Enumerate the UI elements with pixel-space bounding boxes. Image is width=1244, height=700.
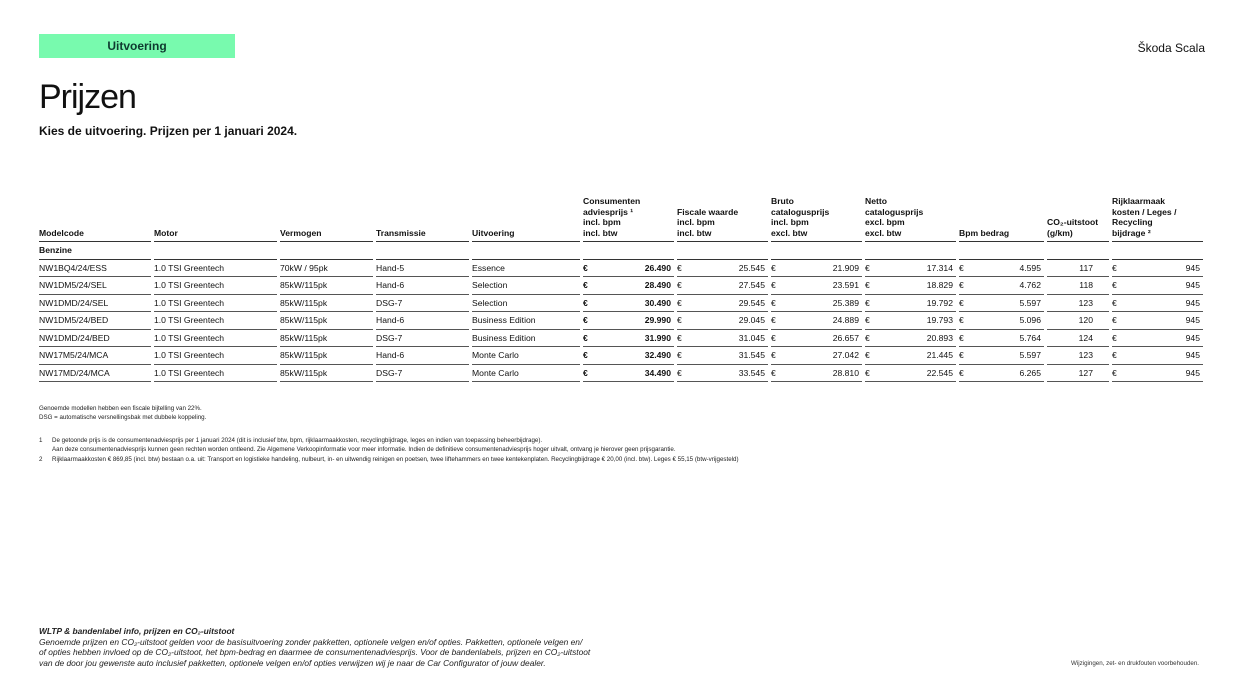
currency-symbol: €: [959, 280, 964, 291]
price-value: 28.490: [644, 280, 671, 291]
footnote: Aan deze consumentenadviesprijs kunnen geen rechten worden ontleend. Zie Algemene Verkoopinformatie voor meer informatie. Indien de definitieve consumentenadviesprijs hoger uitvalt, ontvang je hierover geen prijsgarantie.: [52, 446, 676, 454]
cell-transmissie: Hand-6: [376, 277, 469, 295]
cell-vermogen: 70kW / 95pk: [280, 260, 373, 278]
price-value: 5.597: [1019, 350, 1041, 361]
currency-symbol: €: [771, 332, 776, 343]
currency-symbol: €: [771, 315, 776, 326]
col-uitvoering: Uitvoering: [472, 196, 580, 242]
cell-consumentenadviesprijs: [583, 347, 674, 365]
cell-co2-uitstoot: 118: [1047, 277, 1109, 295]
currency-symbol: €: [865, 297, 870, 308]
note-dsg: DSG = automatische versnellingsbak met dubbele koppeling.: [39, 413, 207, 421]
price-value: 33.545: [738, 367, 765, 378]
cell-fiscale-waarde: [677, 295, 768, 313]
cell-motor: 1.0 TSI Greentech: [154, 347, 277, 365]
wltp-line: van de door jou gewenste auto inclusief pakketten, optionele velgen en/of opties verwijzen wij je naar de Car Configurator of jouw dealer.: [39, 657, 546, 668]
currency-symbol: €: [771, 297, 776, 308]
price-value: 25.545: [738, 262, 765, 273]
price-value: 23.591: [832, 280, 859, 291]
price-value: 18.829: [926, 280, 953, 291]
currency-symbol: €: [583, 350, 588, 361]
cell-motor: 1.0 TSI Greentech: [154, 312, 277, 330]
price-value: 29.045: [738, 315, 765, 326]
currency-symbol: €: [771, 280, 776, 291]
cell-modelcode: NW1DMD/24/BED: [39, 330, 151, 348]
cell-transmissie: DSG-7: [376, 330, 469, 348]
table-row: [39, 260, 1203, 278]
cell-netto-catalogusprijs: [865, 295, 956, 313]
disclaimer: Wijzigingen, zet- en drukfouten voorbehouden.: [1071, 660, 1199, 667]
cell-uitvoering: Monte Carlo: [472, 347, 580, 365]
cell-motor: 1.0 TSI Greentech: [154, 365, 277, 383]
cell-bpm-bedrag: [959, 330, 1044, 348]
price-value: 29.545: [738, 297, 765, 308]
cell-transmissie: DSG-7: [376, 365, 469, 383]
cell-bruto-catalogusprijs: [771, 347, 862, 365]
currency-symbol: €: [1112, 280, 1117, 291]
cell-bpm-bedrag: [959, 260, 1044, 278]
price-value: 26.657: [832, 332, 859, 343]
cell-motor: 1.0 TSI Greentech: [154, 295, 277, 313]
col-modelcode: Modelcode: [39, 196, 151, 242]
cell-transmissie: Hand-6: [376, 347, 469, 365]
currency-symbol: €: [677, 367, 682, 378]
cell-rijklaarmaakkosten: [1112, 347, 1203, 365]
col-vermogen: Vermogen: [280, 196, 373, 242]
price-value: 27.545: [738, 280, 765, 291]
currency-symbol: €: [1112, 367, 1117, 378]
cell-fiscale-waarde: [677, 330, 768, 348]
currency-symbol: €: [865, 332, 870, 343]
cell-netto-catalogusprijs: [865, 347, 956, 365]
notes: [39, 405, 206, 422]
currency-symbol: €: [959, 350, 964, 361]
price-value: 29.990: [644, 315, 671, 326]
price-value: 5.096: [1019, 315, 1041, 326]
price-value: 21.445: [926, 350, 953, 361]
cell-motor: 1.0 TSI Greentech: [154, 330, 277, 348]
currency-symbol: €: [1112, 262, 1117, 273]
cell-bruto-catalogusprijs: [771, 295, 862, 313]
cell-bruto-catalogusprijs: [771, 312, 862, 330]
price-value: 27.042: [832, 350, 859, 361]
currency-symbol: €: [771, 350, 776, 361]
currency-symbol: €: [583, 315, 588, 326]
price-value: 32.490: [644, 350, 671, 361]
table-body: [39, 242, 1203, 382]
price-value: 5.597: [1019, 297, 1041, 308]
page-subtitle: Kies de uitvoering. Prijzen per 1 januari 2024.: [39, 124, 298, 138]
cell-motor: 1.0 TSI Greentech: [154, 277, 277, 295]
cell-uitvoering: Selection: [472, 295, 580, 313]
price-value: 25.389: [832, 297, 859, 308]
col-netto-catalogusprijs: Netto catalogusprijs excl. bpm excl. btw: [865, 196, 956, 242]
cell-consumentenadviesprijs: [583, 365, 674, 383]
price-value: 945: [1185, 332, 1200, 343]
cell-motor: 1.0 TSI Greentech: [154, 260, 277, 278]
price-value: 28.810: [832, 367, 859, 378]
cell-consumentenadviesprijs: [583, 312, 674, 330]
brand-name: Škoda Scala: [1137, 41, 1205, 55]
price-value: 5.764: [1019, 332, 1041, 343]
cell-consumentenadviesprijs: [583, 295, 674, 313]
cell-co2-uitstoot: 124: [1047, 330, 1109, 348]
wltp-info: [39, 626, 639, 668]
price-value: 945: [1185, 315, 1200, 326]
currency-symbol: €: [959, 332, 964, 343]
currency-symbol: €: [677, 297, 682, 308]
price-value: 945: [1185, 280, 1200, 291]
currency-symbol: €: [1112, 297, 1117, 308]
cell-vermogen: 85kW/115pk: [280, 277, 373, 295]
col-fiscale-waarde: Fiscale waarde incl. bpm incl. btw: [677, 196, 768, 242]
cell-vermogen: 85kW/115pk: [280, 347, 373, 365]
cell-uitvoering: Selection: [472, 277, 580, 295]
cell-transmissie: Hand-6: [376, 312, 469, 330]
group-row: [39, 242, 1203, 260]
cell-modelcode: NW17M5/24/MCA: [39, 347, 151, 365]
currency-symbol: €: [677, 262, 682, 273]
cell-bruto-catalogusprijs: [771, 330, 862, 348]
table-header-row: [39, 196, 1203, 242]
price-value: 31.545: [738, 350, 765, 361]
cell-consumentenadviesprijs: [583, 277, 674, 295]
cell-modelcode: NW1DM5/24/SEL: [39, 277, 151, 295]
price-value: 4.762: [1019, 280, 1041, 291]
note-bijtelling: Genoemde modellen hebben een fiscale bijtelling van 22%.: [39, 405, 202, 412]
currency-symbol: €: [583, 280, 588, 291]
currency-symbol: €: [1112, 332, 1117, 343]
currency-symbol: €: [771, 367, 776, 378]
cell-fiscale-waarde: [677, 347, 768, 365]
cell-transmissie: DSG-7: [376, 295, 469, 313]
cell-rijklaarmaakkosten: [1112, 260, 1203, 278]
col-bpm-bedrag: Bpm bedrag: [959, 196, 1044, 242]
cell-vermogen: 85kW/115pk: [280, 312, 373, 330]
cell-modelcode: NW1DM5/24/BED: [39, 312, 151, 330]
cell-bpm-bedrag: [959, 365, 1044, 383]
table-row: [39, 295, 1203, 313]
price-value: 945: [1185, 350, 1200, 361]
price-value: 19.792: [926, 297, 953, 308]
price-value: 26.490: [644, 262, 671, 273]
price-value: 17.314: [926, 262, 953, 273]
cell-bpm-bedrag: [959, 347, 1044, 365]
page-title: Prijzen: [39, 78, 136, 116]
currency-symbol: €: [583, 297, 588, 308]
cell-bruto-catalogusprijs: [771, 260, 862, 278]
currency-symbol: €: [865, 367, 870, 378]
cell-rijklaarmaakkosten: [1112, 312, 1203, 330]
currency-symbol: €: [865, 280, 870, 291]
col-transmissie: Transmissie: [376, 196, 469, 242]
cell-fiscale-waarde: [677, 277, 768, 295]
wltp-heading: WLTP & bandenlabel info, prijzen en CO₂-uitstoot: [39, 626, 235, 636]
currency-symbol: €: [865, 350, 870, 361]
price-value: 30.490: [644, 297, 671, 308]
cell-netto-catalogusprijs: [865, 260, 956, 278]
price-value: 4.595: [1019, 262, 1041, 273]
price-value: 24.889: [832, 315, 859, 326]
cell-modelcode: NW1DMD/24/SEL: [39, 295, 151, 313]
wltp-line: of opties hebben invloed op de CO₂-uitstoot, het bpm-bedrag en daarmee de consumentenadviesprijs. Voor de bandenlabels, prijzen en CO₂-uitstoot: [39, 647, 591, 657]
cell-rijklaarmaakkosten: [1112, 330, 1203, 348]
cell-co2-uitstoot: 117: [1047, 260, 1109, 278]
section-tag: [39, 34, 235, 58]
currency-symbol: €: [583, 332, 588, 343]
section-tag-label: Uitvoering: [107, 39, 167, 53]
price-value: 22.545: [926, 367, 953, 378]
currency-symbol: €: [677, 280, 682, 291]
col-motor: Motor: [154, 196, 277, 242]
table-row: [39, 312, 1203, 330]
cell-netto-catalogusprijs: [865, 330, 956, 348]
footnote: 1 De getoonde prijs is de consumentenadviesprijs per 1 januari 2024 (dit is inclusief btw, bpm, rijklaarmaakkosten, recyclingbijdrage, leges en indien van toepassing beheerbijdrage).: [39, 437, 543, 444]
cell-modelcode: NW1BQ4/24/ESS: [39, 260, 151, 278]
currency-symbol: €: [677, 315, 682, 326]
price-value: 19.793: [926, 315, 953, 326]
price-value: 945: [1185, 367, 1200, 378]
currency-symbol: €: [583, 262, 588, 273]
cell-rijklaarmaakkosten: [1112, 295, 1203, 313]
cell-uitvoering: Business Edition: [472, 312, 580, 330]
cell-transmissie: Hand-5: [376, 260, 469, 278]
currency-symbol: €: [677, 350, 682, 361]
price-table: [36, 196, 1206, 382]
currency-symbol: €: [677, 332, 682, 343]
group-label: Benzine: [39, 242, 151, 260]
cell-netto-catalogusprijs: [865, 277, 956, 295]
price-value: 31.045: [738, 332, 765, 343]
wltp-line: Genoemde prijzen en CO₂-uitstoot gelden voor de basisuitvoering zonder pakketten, optionele velgen en/of opties. Pakketten, optionele velgen en/: [39, 636, 583, 647]
col-consumentenadviesprijs: Consumenten adviesprijs ¹ incl. bpm incl. btw: [583, 196, 674, 242]
price-value: 34.490: [644, 367, 671, 378]
table-row: [39, 330, 1203, 348]
cell-fiscale-waarde: [677, 312, 768, 330]
cell-netto-catalogusprijs: [865, 365, 956, 383]
table-row: [39, 347, 1203, 365]
cell-co2-uitstoot: 123: [1047, 295, 1109, 313]
table-row: [39, 365, 1203, 383]
cell-uitvoering: Monte Carlo: [472, 365, 580, 383]
currency-symbol: €: [865, 315, 870, 326]
cell-fiscale-waarde: [677, 365, 768, 383]
cell-bruto-catalogusprijs: [771, 365, 862, 383]
cell-consumentenadviesprijs: [583, 330, 674, 348]
currency-symbol: €: [959, 315, 964, 326]
cell-bpm-bedrag: [959, 277, 1044, 295]
currency-symbol: €: [959, 297, 964, 308]
cell-bpm-bedrag: [959, 295, 1044, 313]
cell-rijklaarmaakkosten: [1112, 365, 1203, 383]
cell-vermogen: 85kW/115pk: [280, 365, 373, 383]
cell-uitvoering: Essence: [472, 260, 580, 278]
footnotes: [39, 436, 739, 464]
price-value: 6.265: [1019, 367, 1041, 378]
price-value: 945: [1185, 297, 1200, 308]
cell-rijklaarmaakkosten: [1112, 277, 1203, 295]
col-rijklaarmaakkosten: Rijklaarmaak kosten / Leges / Recycling bijdrage ²: [1112, 196, 1203, 242]
currency-symbol: €: [959, 262, 964, 273]
cell-co2-uitstoot: 123: [1047, 347, 1109, 365]
price-value: 20.893: [926, 332, 953, 343]
cell-bpm-bedrag: [959, 312, 1044, 330]
price-value: 21.909: [832, 262, 859, 273]
currency-symbol: €: [1112, 350, 1117, 361]
currency-symbol: €: [865, 262, 870, 273]
footnote: 2 Rijklaarmaakkosten € 869,85 (incl. btw) bestaan o.a. uit: Transport en logistieke handeling, nulbeurt, in- en uitwendig reinigen en poetsen, twee liftehammers en twee kentekenplaten. Recyclingbijdrage € 20,00 (incl. btw). Leges € 55,15 (btw-vrijgesteld): [39, 455, 739, 463]
currency-symbol: €: [771, 262, 776, 273]
cell-co2-uitstoot: 120: [1047, 312, 1109, 330]
currency-symbol: €: [583, 367, 588, 378]
cell-bruto-catalogusprijs: [771, 277, 862, 295]
col-bruto-catalogusprijs: Bruto catalogusprijs incl. bpm excl. btw: [771, 196, 862, 242]
currency-symbol: €: [959, 367, 964, 378]
cell-fiscale-waarde: [677, 260, 768, 278]
cell-modelcode: NW17MD/24/MCA: [39, 365, 151, 383]
table-row: [39, 277, 1203, 295]
cell-vermogen: 85kW/115pk: [280, 295, 373, 313]
currency-symbol: €: [1112, 315, 1117, 326]
price-value: 945: [1185, 262, 1200, 273]
cell-consumentenadviesprijs: [583, 260, 674, 278]
price-value: 31.990: [644, 332, 671, 343]
cell-netto-catalogusprijs: [865, 312, 956, 330]
cell-co2-uitstoot: 127: [1047, 365, 1109, 383]
col-co2-uitstoot: CO₂-uitstoot (g/km): [1047, 196, 1109, 242]
cell-vermogen: 85kW/115pk: [280, 330, 373, 348]
cell-uitvoering: Business Edition: [472, 330, 580, 348]
